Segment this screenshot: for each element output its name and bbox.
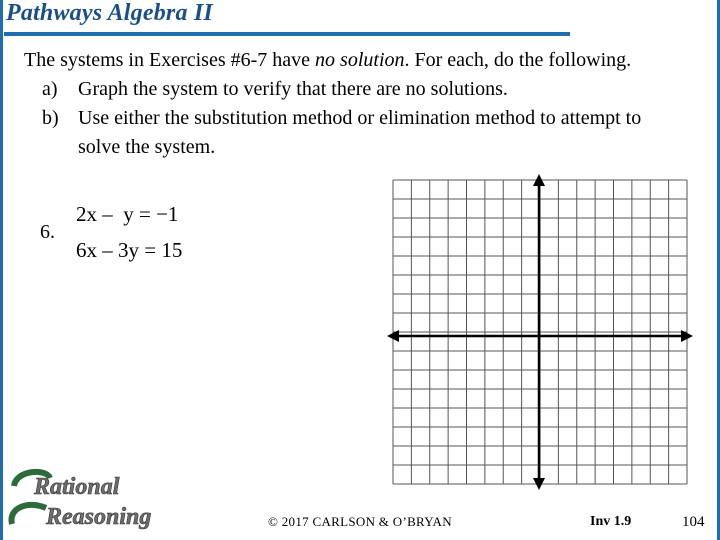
equation-1-right: = −1 xyxy=(139,202,179,226)
title-underline xyxy=(4,32,570,36)
intro-emphasis: no solution xyxy=(315,49,405,71)
page-number: 104 xyxy=(682,514,705,530)
step-b xyxy=(24,104,658,162)
exercise-number: 6. xyxy=(40,221,55,243)
step-a xyxy=(24,75,664,104)
rational-reasoning-logo xyxy=(6,464,176,532)
equation-2-left: 6x – 3y xyxy=(76,238,139,262)
intro-paragraph xyxy=(24,46,664,75)
step-a-text: Graph the system to verify that there are no solutions. xyxy=(78,78,508,100)
copyright-text: © 2017 CARLSON & O’BRYAN xyxy=(268,514,452,529)
coordinate-grid xyxy=(387,174,693,490)
logo-line-1: Rational xyxy=(34,474,120,500)
intro-text-end: . For each, do the following. xyxy=(404,49,632,71)
coordinate-grid-svg xyxy=(387,174,693,490)
equation-2 xyxy=(76,238,182,263)
logo-line-2: Reasoning xyxy=(46,504,152,530)
step-a-marker: a) xyxy=(42,78,58,100)
equation-1-left: 2x – y xyxy=(76,202,134,226)
instructions xyxy=(24,46,664,162)
page-title: Pathways Algebra II xyxy=(6,0,213,26)
steps-list xyxy=(24,75,664,162)
step-b-marker: b) xyxy=(42,107,59,129)
equation-2-right: = 15 xyxy=(144,238,183,262)
step-b-text: Use either the substitution method or elimination method to attempt to solve the system. xyxy=(78,107,642,158)
intro-text: The systems in Exercises #6-7 have xyxy=(24,49,316,71)
equation-1 xyxy=(76,202,178,227)
investigation-label: Inv 1.9 xyxy=(590,514,632,529)
